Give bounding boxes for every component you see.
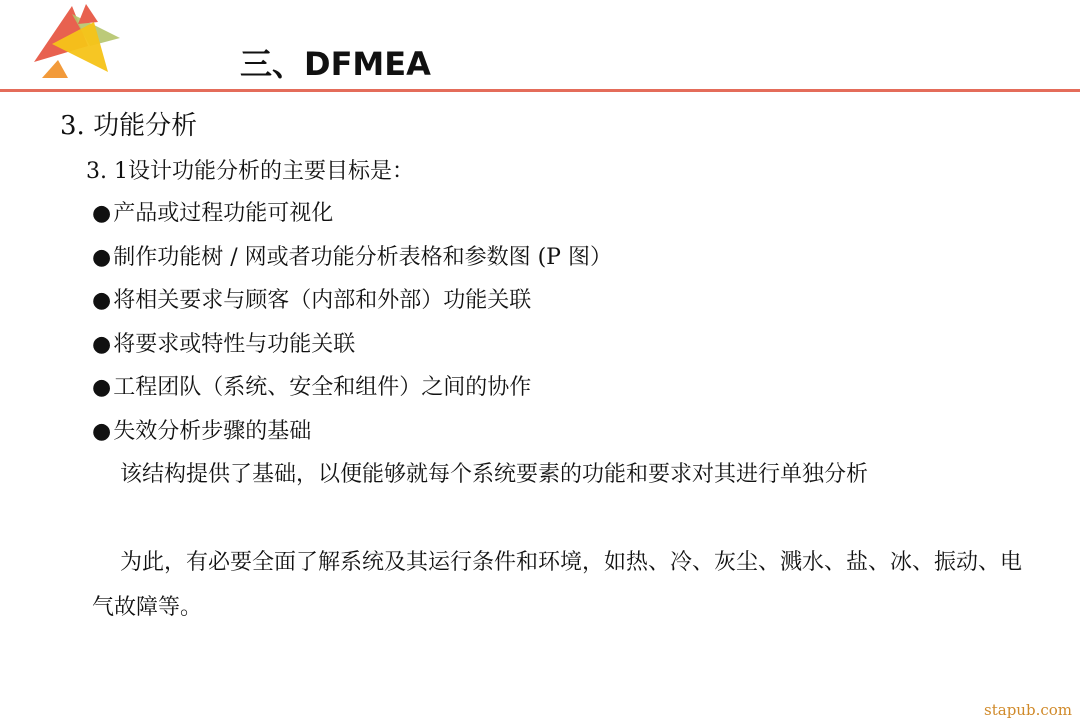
list-item-text: 失效分析步骤的基础 [113,418,312,444]
triangles-logo-icon [28,0,128,80]
list-item [92,414,612,458]
objectives-list [92,196,612,457]
bullet-dot-icon: ● [92,331,112,357]
header-divider [0,89,1080,92]
page-title: 三、DFMEA [240,45,431,83]
bullet-dot-icon: ● [92,288,112,313]
list-item-text: 制作功能树 / 网或者功能分析表格和参数图 (P 图） [113,244,612,270]
list-item-text: 将相关要求与顾客（内部和外部）功能关联 [113,288,532,313]
list-item-text: 将要求或特性与功能关联 [113,331,356,357]
list-item [92,327,612,371]
bullet-dot-icon: ● [92,244,112,270]
watermark: stapub.com [984,701,1072,719]
list-item-text: 产品或过程功能可视化 [113,201,334,226]
section-heading: 3. 功能分析 [60,111,198,141]
list-item [92,283,612,327]
bullet-dot-icon: ● [92,418,112,444]
list-item [92,240,612,284]
bullet-dot-icon: ● [92,375,112,400]
sub-heading: 3. 1设计功能分析的主要目标是： [86,159,414,184]
environment-paragraph: 为此，有必要全面了解系统及其运行条件和环境，如热、冷、灰尘、溅水、盐、冰、振动、电气故障等。 [92,550,1023,620]
bullet-dot-icon: ● [92,201,112,226]
list-item-text: 工程团队（系统、安全和组件）之间的协作 [113,375,532,400]
list-item [92,370,612,414]
list-item [92,196,612,240]
structure-paragraph: 该结构提供了基础，以便能够就每个系统要素的功能和要求对其进行单独分析 [120,462,869,487]
